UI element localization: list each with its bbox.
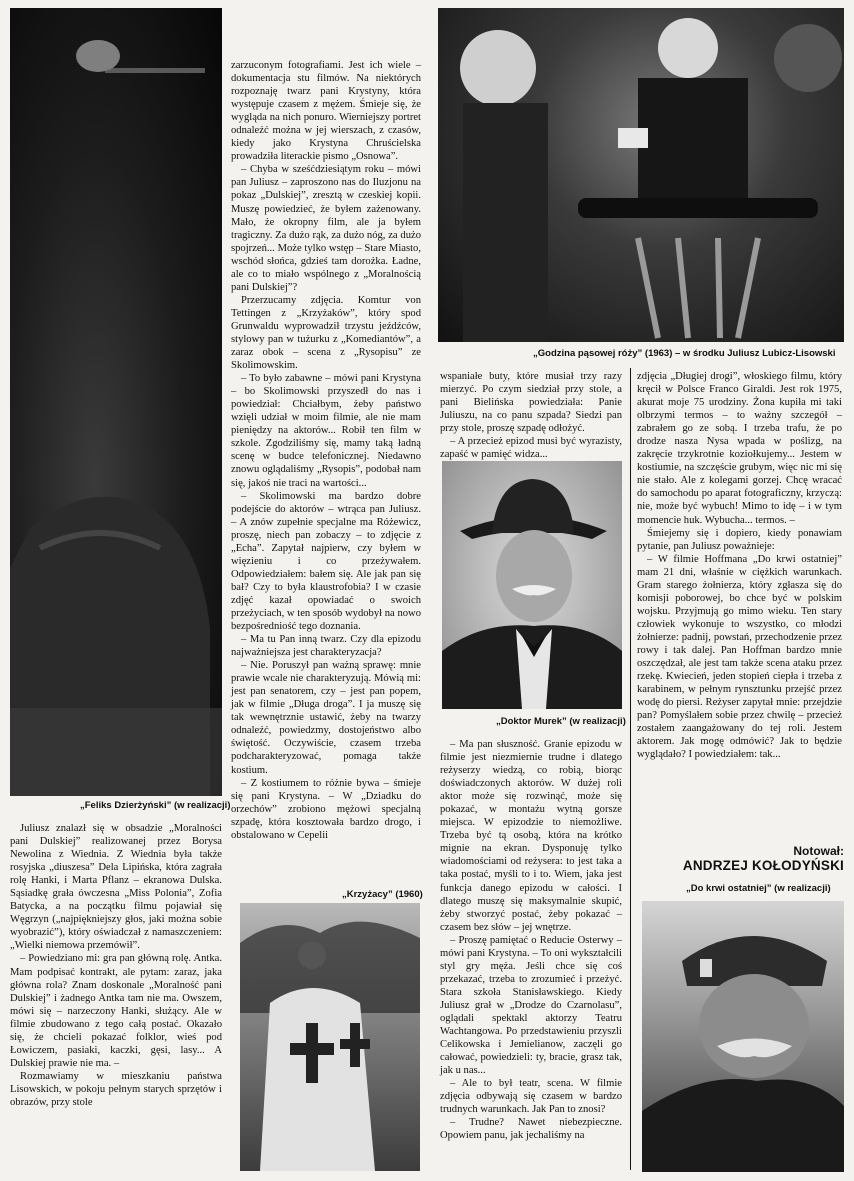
col3b-paragraph: – Ale to był teatr, scena. W filmie zdjęcia odbywają się czasem w bardzo trudnych warunkach. Jak Pan to znosi? [440, 1078, 622, 1116]
caption-dzierzynski: „Feliks Dzierżyński” (w realizacji) [80, 800, 231, 811]
photo-dzierzynski-figure [10, 8, 222, 796]
col3b-paragraph: – Trudne? Nawet niebezpieczne. Opowiem panu, jak jechaliśmy na [440, 1117, 622, 1142]
caption-do-krwi: „Do krwi ostatniej” (w realizacji) [686, 883, 831, 894]
col2-paragraph: – Skolimowski ma bardzo dobre podejście do aktorów – wtrąca pan Juliusz. – A znów zupełnie specjalne ma Różewicz, proszę, niech pan zobaczy – to zdjęcie z „Echa”. Zapytał najpierw, czy byłem w więzieniu i co przeżywałem. Odpowiedziałem: bałem się. Ale jak pan się bał? Czy to była klaustrofobia? I w czasie zdjęć kazał opowiadać o swoich przeżyciach, w ten sposób wydobył na nowo bezpośredniość tego doznania. [231, 490, 421, 633]
author-signoff [640, 844, 844, 873]
article-column-4 [637, 370, 842, 842]
photo-do-krwi [642, 901, 844, 1172]
col2-paragraph: – Z kostiumem to różnie bywa – śmieje się pani Krystyna. – W „Dziadku do orzechów” zrobiono mężowi specjalną szpadę, która kosztowała bardzo drogo, i obstalowano w Cepelii [231, 777, 421, 841]
col2-paragraph: – Nie. Poruszył pan ważną sprawę: mnie prawie wcale nie charakteryzują. Mówią mi: jest pan senatorem, czy – jest pan popem, jak w filmie „Długa droga”. I ja muszę się tak wewnętrznie ustawić, żeby na twarzy odnaleźć, powiedzmy, dostojeństwo albo świętość. Oczywiście, czasem trzeba podcharakteryzować, pomaga także kostium. [231, 660, 421, 776]
col2-paragraph: zarzuconym fotografiami. Jest ich wiele – dokumentacja stu filmów. Na niektórych rozpoznaję twarz pani Krystyny, która występuje czasem z mężem. Śmieje się, że wygląda na nich ponuro. Wierniejszy portret odnaleźć można w jej wierszach, z czasów, kiedy jako Krystyna Chruścielska prowadziła literackie pismo „Osnowa”. [231, 60, 421, 163]
article-column-3-top [440, 370, 622, 461]
col4-paragraph: zdjęcia „Długiej drogi”, włoskiego filmu, który kręcił w Polsce Franco Giraldi. Jest rok 1975, akurat mojе 75 urodziny. Żona kupiła mi taki olbrzymi termos – to ważny szczegół – zabrałem go ze sobą. I trzeba trafu, że po drodze nasza Nysa wpada w poślizg, na zakręcie trzykrotnie koziołkujemy... Jestem w kostiumie, na szczęście grubym, więc nic mi się nie stało. Ale z kolegami gorzej. Chcę wracać do samochodu po aparat fotograficzny, krzyczą: nie, może być wybuch! Mimo to idę – i w tym momencie huk. Wybucha... termos. – [637, 371, 842, 526]
col2-paragraph: Przerzucamy zdjęcia. Komtur von Tettingen z „Krzyżaków”, który spod Grunwaldu wyprowadził trzystu jeźdźców, stylowy pan w tużurku z „Komediantów”, a zaraz obok – scena z „Rysopisu” ze Skolimowskim. [231, 294, 421, 372]
photo-murek [442, 461, 622, 709]
article-column-2 [231, 59, 421, 882]
article-column-1 [10, 822, 222, 1167]
photo-godzina [438, 8, 844, 342]
col1-paragraph: Rozmawiamy w mieszkaniu państwa Lisowskich, w pokoju pełnym starych sprzętów i obrazów, przy stole [10, 1070, 222, 1108]
caption-godzina: „Godzina pąsowej róży” (1963) – w środku Juliusz Lubicz-Lisowski [533, 348, 836, 359]
signoff-label: Notował: [793, 844, 844, 858]
col3b-paragraph: – Ma pan słuszność. Granie epizodu w filmie jest niezmiernie trudne i dlatego reżyserzy wiedzą, co robią, biorąc doświadczonych aktorów. W dużej roli aktor może się rozwinąć, może się pokazać, w montażu wytną gorsze miejsca. W epizodzie to niemożliwe. Trzeba być tą osobą, która na krótko mignie na ekran. Dysponuję tylko wiadomościami od reżysera: to jest taka a taka postać, myśli to i to. Wiem, jaka jest funkcja danego epizodu w całości. I dlatego muszę się maksymalnie skupić, żeby stworzyć postać, żeby pokazać – czasem bez słów – jej wnętrze. [440, 739, 622, 933]
col2-paragraph: – Chyba w sześćdziesiątym roku – mówi pan Juliusz – zaproszono nas do Iluzjonu na pokaz „Dulskiej”, zresztą w czeskiej kopii. Muszę powiedzieć, że byłem zażenowany. Mało, że okropny film, ale ja byłem tragiczny. Za dużo rąk, za dużo nóg, za dużo spojrzeń... Może tylko wstęp – Stare Miasto, wschód słońca, gdzieś tam dorożka. Ładne, ale co to miało wspólnego z „Moralnością pani Dulskiej”? [231, 164, 421, 293]
signoff-author-name: ANDRZEJ KOŁODYŃSKI [682, 858, 844, 873]
photo-do-krwi-soldier [642, 901, 844, 1172]
col2-paragraph: – Ma tu Pan inną twarz. Czy dla epizodu najważniejsza jest charakteryzacja? [231, 634, 421, 659]
caption-murek: „Doktor Murek” (w realizacji) [496, 716, 626, 727]
photo-krzyzacy-knight [240, 903, 420, 1171]
column-rule [630, 368, 631, 1170]
col1-paragraph: – Powiedziano mi: gra pan główną rolę. Antka. Mam podpisać kontrakt, ale pytam: zaraz, jaka główna rola? Znam doskonale „Moralność pani Dulskiej” i żadnego Antka tam nie ma. Owszem, mówi się – narzeczony Hanki, służący. Ale w filmie zbudowano z tego całą postać. Okazało się, że chcieli pokazać folklor, wieś pod Łowiczem, pasiaki, kaczki, gęsi, lasy... A Dulskiej prawie nie ma. – [10, 953, 222, 1069]
col3a-paragraph: – A przecież epizod musi być wyrazisty, zapaść w pamięć widza... [440, 436, 622, 461]
col3a-paragraph: wspaniałe buty, które musiał trzy razy mierzyć. Po czym siedział przy stole, a pani Bielińska powiedziała: Panie Juliuszu, na co panu szpada? Siedzi pan przy stole, proszę szpadę odłożyć. [440, 371, 622, 435]
photo-godzina-scene [438, 8, 844, 342]
col4-paragraph: Śmiejemy się i dopiero, kiedy ponawiam pytanie, pan Juliusz poważnieje: [637, 527, 842, 552]
col4-paragraph: – W filmie Hoffmana „Do krwi ostatniej” mam 21 dni, właśnie w ciężkich warunkach. Gram starego żołnierza, który zgłasza się do komisji poborowej, bo chce być w polskim wojsku. Przyjmują go mimo wieku. Ten stary człowiek wykonuje to wszystko, co młodzi żołnierze: padnij, powstań, przechodzenie przez rowy i tak dalej. Pan Hoffman bardzo mnie oszczędzał, ale jest tam także scena ataku przez rzekę. Kwiecień, jeden stopień ciepła i trzeba z karabinem, w pełnym rynsztunku przejść przez wodę do piersi. Reżyser zapytał mnie: przejdzie pan? Pomyślałem sobie przez chwilę – przecież zostałem zaangażowany do tej roli. Jestem aktorem. Jak mogę odmówić? Jak to będzie wyglądało? I powiedziałem: tak... [637, 553, 842, 761]
col2-paragraph: – To było zabawne – mówi pani Krystyna – bo Skolimowski przyszedł do nas i powiedział: Chciałbym, żeby państwo wzięli udział w moim filmie, ale nie mam pieniędzy na aktorów... Robił ten film w szkole. Zgodziliśmy się, mamy taką ładną scenę w budce telefonicznej. Niedawno znowu oglądaliśmy „Rysopis”, podobał nam się, jakoś nie traci na wartości... [231, 373, 421, 489]
photo-krzyzacy [240, 903, 420, 1171]
photo-dzierzynski [10, 8, 222, 796]
article-column-3-bottom [440, 738, 622, 1170]
col3b-paragraph: – Proszę pamiętać o Reducie Osterwy – mówi pani Krystyna. – To oni wykształcili styl gry męża. Jeśli chce się coś przekazać, trzeba to zrozumieć i przeżyć. Stara szkoła Stanisławskiego. Kiedy Juliusz grał w „Drodze do Czarnolasu”, oglądali spektakl aktorzy Teatru Wachtangowa. Po przedstawieniu przyszli Celikowska i Jemielianow, zaczęli go całować, powiedzieli: ty, bracie, grasz tak, jak u nas... [440, 934, 622, 1077]
col1-paragraph: Juliusz znalazł się w obsadzie „Moralności pani Dulskiej” realizowanej przez Borysa Newolina z Wiednia. Z Wiednia była także rosyjska „diuszesa” Dela Lipińska, która zagrała rolę Hanki, i Marta Pflanz – ekranowa Dulska. Sąsiadkę grała ówczesna „Miss Polonia”, Zofia Batycka, a na początku filmu pojawiał się Węgrzyn („najpiękniejszy głos, jaki można sobie wyobrazić”), który oświadczał z namaszczeniem: „Wielki niemowa przemówił”. [10, 823, 222, 952]
caption-krzyzacy: „Krzyżacy” (1960) [342, 889, 423, 900]
photo-murek-portrait [442, 461, 622, 709]
